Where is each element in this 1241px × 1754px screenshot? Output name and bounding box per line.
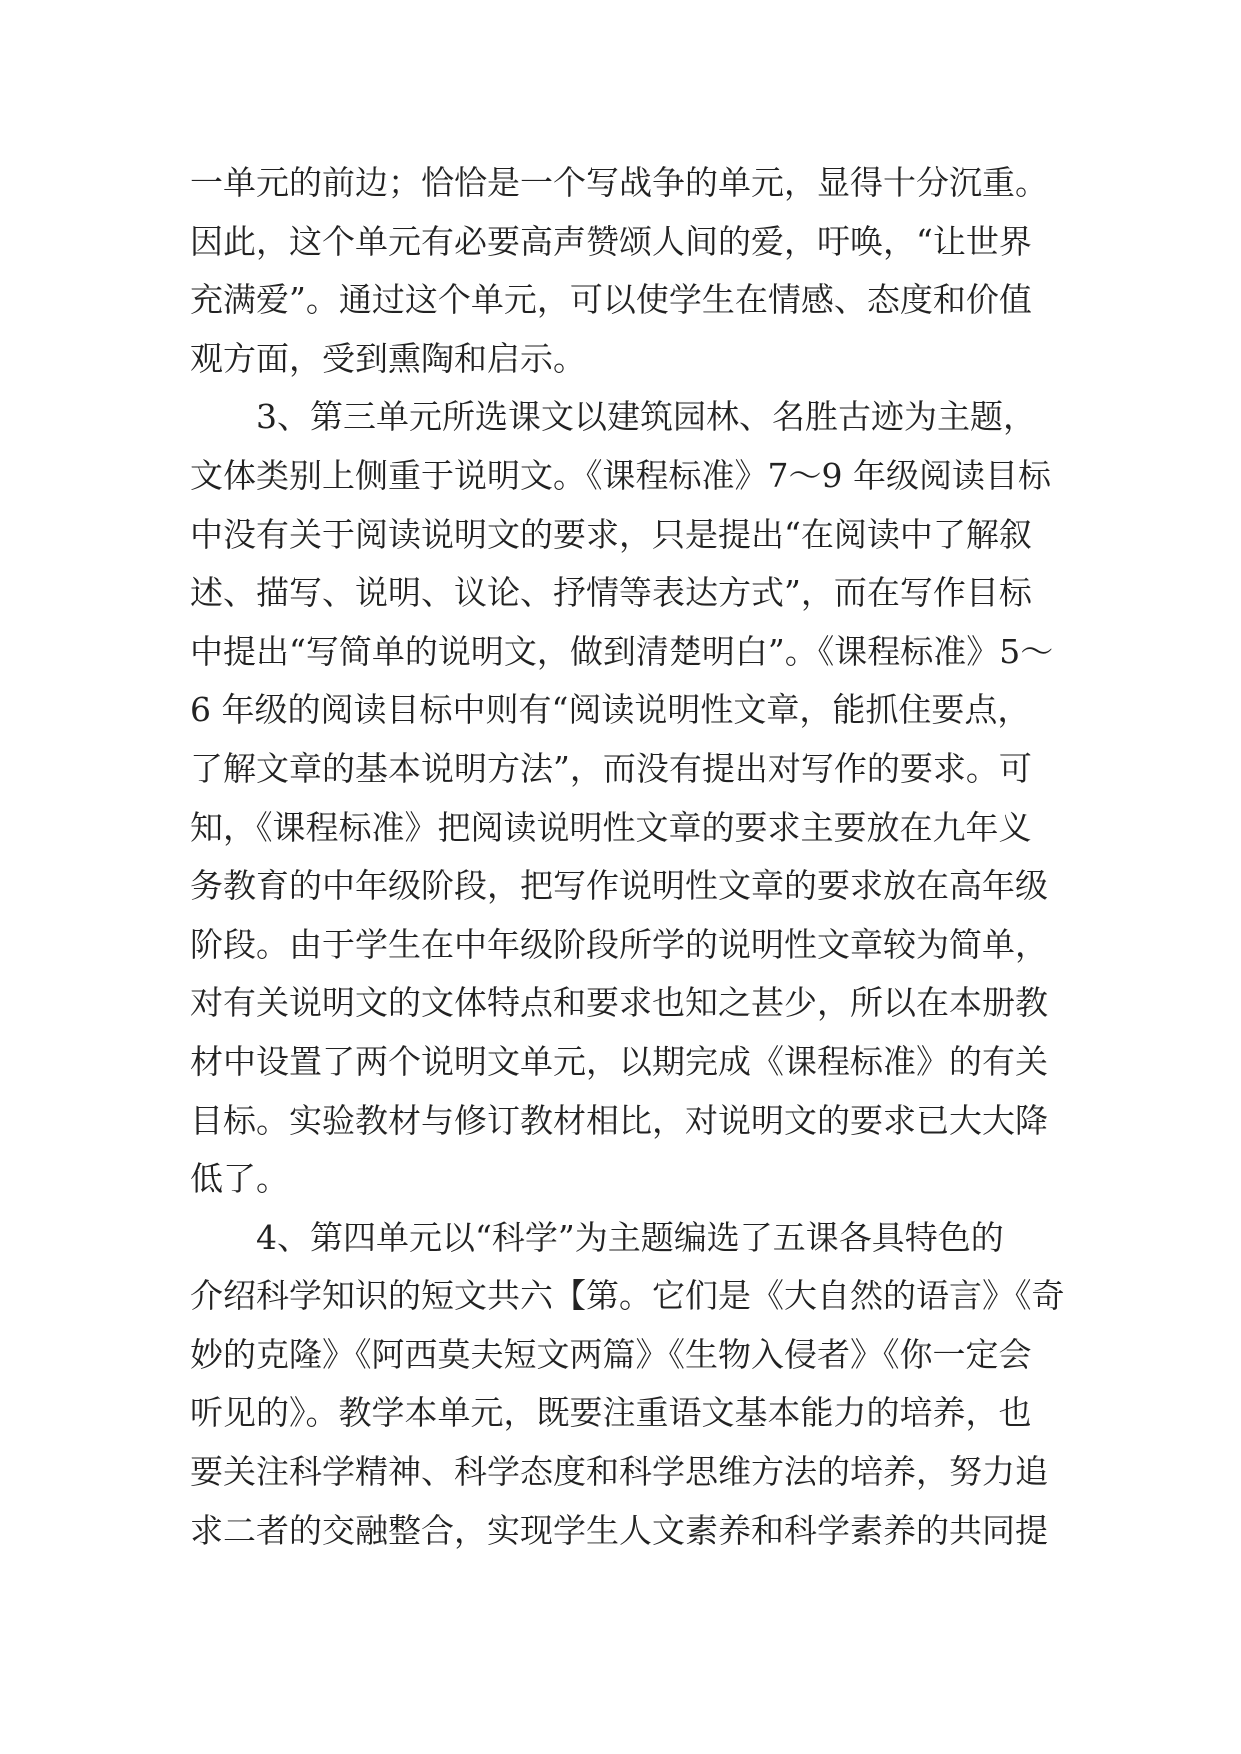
text-line: 文体类别上侧重于说明文。《课程标准》7～9 年级阅读目标 <box>190 455 1051 495</box>
text-line: 一单元的前边；恰恰是一个写战争的单元，显得十分沉重。 <box>190 163 1048 202</box>
text-line: 介绍科学知识的短文共六【第。它们是《大自然的语言》《奇 <box>190 1276 1065 1316</box>
text-line: 述、描写、说明、议论、抒情等表达方式”，而在写作目标 <box>190 573 1032 613</box>
text-line: 因此，这个单元有必要高声赞颂人间的爱，吁唤，“让世界 <box>190 221 1032 261</box>
text-line: 知，《课程标准》把阅读说明性文章的要求主要放在九年义 <box>190 807 1032 847</box>
text-line: 中提出“写简单的说明文，做到清楚明白”。《课程标准》5～ <box>190 631 1054 671</box>
paragraph-start-line: 3、第三单元所选课文以建筑园林、名胜古迹为主题， <box>256 397 1036 437</box>
text-line: 要关注科学精神、科学态度和科学思维方法的培养，努力追 <box>190 1452 1048 1492</box>
text-line: 中没有关于阅读说明文的要求，只是提出“在阅读中了解叙 <box>190 514 1032 554</box>
text-line: 6 年级的阅读目标中则有“阅读说明性文章，能抓住要点， <box>190 690 1031 730</box>
text-line: 观方面，受到熏陶和启示。 <box>190 338 586 378</box>
text-line: 阶段。由于学生在中年级阶段所学的说明性文章较为简单， <box>190 924 1048 964</box>
text-line: 材中设置了两个说明文单元，以期完成《课程标准》的有关 <box>190 1041 1048 1081</box>
text-line: 低了。 <box>190 1159 289 1199</box>
text-line: 务教育的中年级阶段，把写作说明性文章的要求放在高年级 <box>190 866 1048 906</box>
text-line: 听见的》。教学本单元，既要注重语文基本能力的培养，也 <box>190 1393 1032 1433</box>
text-line: 了解文章的基本说明方法”，而没有提出对写作的要求。可 <box>190 748 1032 788</box>
text-line: 充满爱”。通过这个单元，可以使学生在情感、态度和价值 <box>190 280 1032 320</box>
text-line: 妙的克隆》《阿西莫夫短文两篇》《生物入侵者》《你一定会 <box>190 1334 1032 1374</box>
text-line: 对有关说明文的文体特点和要求也知之甚少，所以在本册教 <box>190 983 1048 1023</box>
text-line: 求二者的交融整合，实现学生人文素养和科学素养的共同提 <box>190 1510 1048 1550</box>
paragraph-start-line: 4、第四单元以“科学”为主题编选了五课各具特色的 <box>256 1217 1004 1257</box>
body-text <box>190 154 1070 1560</box>
text-line: 目标。实验教材与修订教材相比，对说明文的要求已大大降 <box>190 1100 1048 1140</box>
